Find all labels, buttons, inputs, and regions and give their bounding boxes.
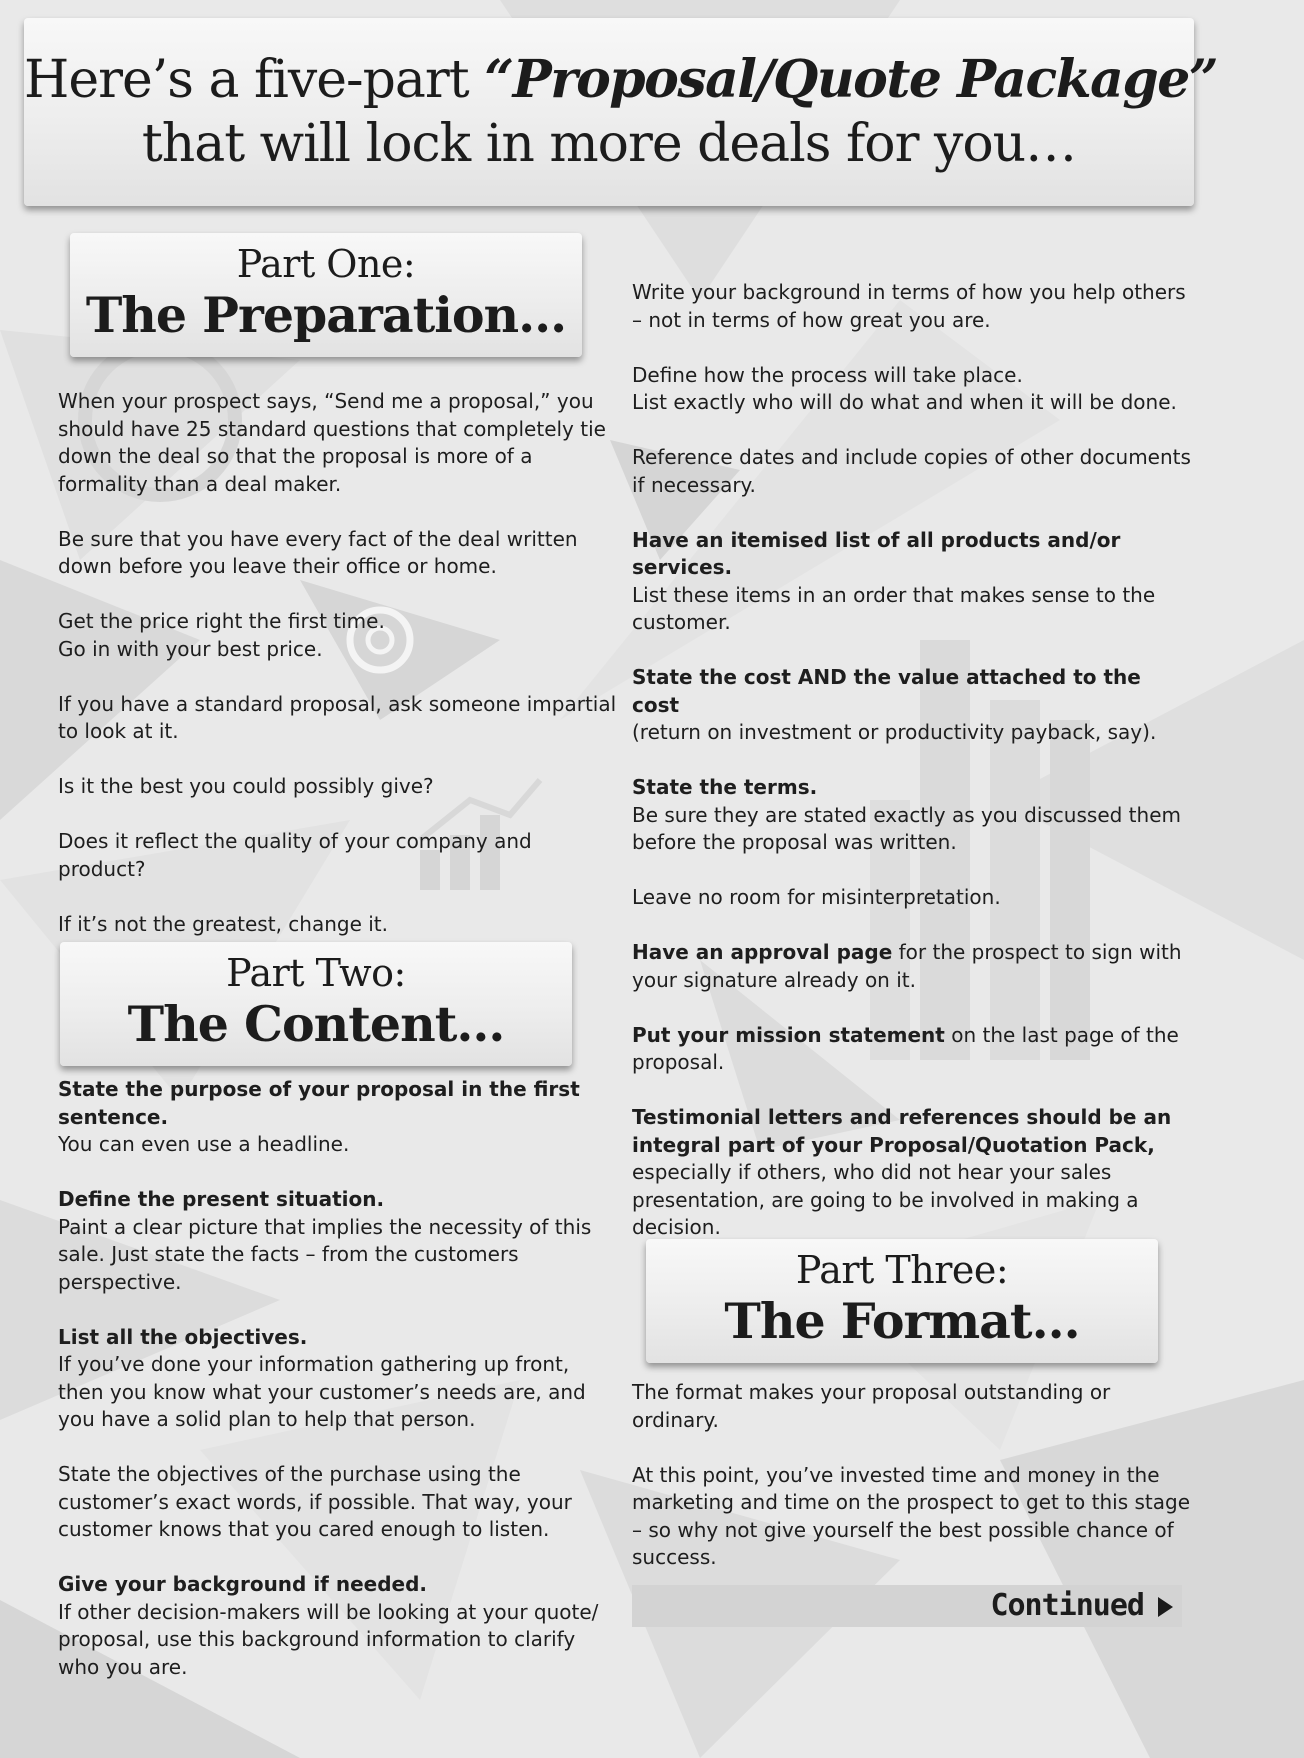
- part-one-body: [58, 388, 618, 966]
- paragraph: If it’s not the greatest, change it.: [58, 911, 388, 936]
- paragraph: [58, 1571, 618, 1681]
- paragraph-heading: State the purpose of your proposal in the first sentence.: [58, 1077, 580, 1129]
- paragraph-text: on the last page of the proposal.: [632, 1022, 1179, 1074]
- paragraph: [58, 1324, 618, 1434]
- paragraph-heading: State the terms.: [632, 775, 818, 799]
- paragraph-heading: Put your mission statement: [632, 1022, 945, 1047]
- paragraph: [632, 1022, 1192, 1077]
- paragraph-text: for the prospect to sign with your signature already on it.: [632, 940, 1182, 992]
- paragraph: Be sure that you have every fact of the deal written down before you leave their office or home.: [58, 526, 578, 578]
- paragraph: [632, 362, 1192, 417]
- paragraph: [632, 664, 1192, 747]
- paragraph: Write your background in terms of how you help others – not in terms of how great you are.: [632, 280, 1186, 332]
- paragraph-heading: Have an approval page: [632, 940, 893, 964]
- paragraph-text: Paint a clear picture that implies the necessity of this sale. Just state the facts – from the customers perspective.: [58, 1214, 592, 1294]
- paragraph-text: List these items in an order that makes sense to the customer.: [632, 582, 1156, 634]
- part-one-banner: [70, 233, 582, 357]
- part-two-body-right: [632, 279, 1192, 1269]
- paragraph: Does it reflect the quality of your company and product?: [58, 829, 532, 881]
- paragraph: [58, 1186, 618, 1296]
- title-line-2: that will lock in more deals for you…: [141, 114, 1077, 174]
- part-three-label: Part Three:: [795, 1248, 1009, 1292]
- paragraph: [58, 608, 618, 663]
- continued-link[interactable]: [632, 1585, 1182, 1627]
- paragraph-heading: Give your background if needed.: [58, 1572, 428, 1596]
- part-three-body: [632, 1379, 1192, 1599]
- part-three-banner: [646, 1239, 1158, 1363]
- paragraph: If you have a standard proposal, ask someone impartial to look at it.: [58, 691, 617, 743]
- part-two-title: The Content…: [127, 995, 505, 1053]
- paragraph-text: especially if others, who did not hear your sales presentation, are going to be involved in making a decision.: [632, 1160, 1139, 1239]
- paragraph-text: If you’ve done your information gathering up front, then you know what your customer’s needs are, and you have a solid plan to help that person.: [58, 1352, 586, 1431]
- part-two-banner: [60, 942, 572, 1066]
- paragraph: State the objectives of the purchase using the customer’s exact words, if possible. That way, your customer knows that you cared enough to listen.: [58, 1462, 572, 1541]
- paragraph: Is it the best you could possibly give?: [58, 774, 434, 798]
- paragraph-text: Be sure they are stated exactly as you discussed them before the proposal was written.: [632, 802, 1181, 854]
- paragraph-text: (return on investment or productivity payback, say).: [632, 720, 1157, 744]
- paragraph-heading: Define the present situation.: [58, 1187, 385, 1211]
- part-one-label: Part One:: [236, 242, 416, 286]
- paragraph-line: List exactly who will do what and when it will be done.: [632, 390, 1177, 414]
- paragraph: At this point, you’ve invested time and money in the marketing and time on the prospect to get to this stage – so why not give yourself the best possible chance of success.: [632, 1462, 1191, 1569]
- title-prefix: Here’s a five-part: [24, 50, 485, 110]
- paragraph-heading: Testimonial letters and references should be an integral part of your Proposal/Quotation Pack,: [632, 1105, 1172, 1157]
- continued-label: Continued: [990, 1588, 1144, 1623]
- title-banner: [24, 18, 1218, 206]
- paragraph: [632, 1104, 1192, 1242]
- part-two-label: Part Two:: [226, 951, 406, 995]
- paragraph: Leave no room for misinterpretation.: [632, 885, 1001, 909]
- part-three-title: The Format…: [724, 1292, 1080, 1350]
- paragraph: When your prospect says, “Send me a proposal,” you should have 25 standard questions that completely tie down the deal so that the proposal is more of a formality than a deal maker.: [58, 389, 606, 496]
- paragraph-text: You can even use a headline.: [58, 1132, 350, 1156]
- paragraph: Reference dates and include copies of other documents if necessary.: [632, 445, 1191, 497]
- paragraph-line: Define how the process will take place.: [632, 362, 1023, 387]
- paragraph: [58, 1076, 618, 1159]
- paragraph: [632, 527, 1192, 637]
- paragraph-heading: Have an itemised list of all products and/or services.: [632, 527, 1121, 579]
- paragraph: [632, 939, 1192, 994]
- paragraph: The format makes your proposal outstanding or ordinary.: [632, 1380, 1111, 1432]
- title-emphasis: “Proposal/Quote Package”: [484, 49, 1218, 110]
- paragraph-text: If other decision-makers will be looking at your quote/ proposal, use this background information to clarify who you are.: [58, 1599, 599, 1679]
- part-two-body-left: [58, 1076, 618, 1709]
- paragraph-line: Go in with your best price.: [58, 636, 323, 661]
- title-line-1: [24, 48, 1218, 112]
- paragraph-heading: List all the objectives.: [58, 1324, 308, 1349]
- paragraph-line: Get the price right the first time.: [58, 609, 385, 633]
- paragraph-heading: State the cost AND the value attached to the cost: [632, 665, 1141, 717]
- paragraph: [632, 774, 1192, 857]
- play-triangle-icon: [1156, 1596, 1174, 1618]
- part-one-title: The Preparation…: [85, 286, 567, 344]
